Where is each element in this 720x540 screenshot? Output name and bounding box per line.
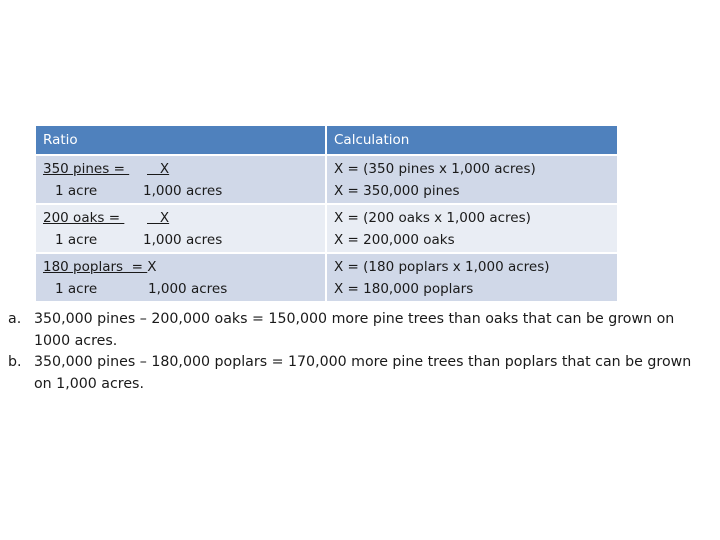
ratio-right-denominator: 1,000 acres	[143, 231, 223, 248]
calculation-result: X = 200,000 oaks	[334, 231, 455, 248]
table-row	[36, 204, 618, 253]
answer-text: 350,000 pines – 180,000 poplars = 170,000 more pine trees than poplars that can be grown on 1,000 acres.	[34, 354, 692, 392]
ratio-cell	[36, 155, 326, 204]
answer-text: 350,000 pines – 200,000 oaks = 150,000 more pine trees than oaks that can be grown on 1000 acres.	[34, 311, 675, 349]
table-row	[36, 253, 618, 301]
ratio-left-denominator: 1 acre	[55, 182, 98, 199]
list-item	[0, 309, 704, 352]
header-calculation: Calculation	[326, 126, 618, 155]
ratio-numerator-line	[43, 158, 325, 180]
list-marker: a.	[8, 311, 22, 327]
ratio-left-denominator: 1 acre	[55, 280, 98, 297]
ratio-left-denominator: 1 acre	[55, 231, 98, 248]
calculation-cell	[326, 204, 618, 253]
ratio-denominator-line	[43, 180, 325, 202]
calculation-cell	[326, 155, 618, 204]
ratio-denominator-line	[43, 229, 325, 251]
ratio-numerator-line	[43, 207, 325, 229]
ratio-numerator-line	[43, 256, 325, 278]
table-row	[36, 155, 618, 204]
header-ratio: Ratio	[36, 126, 326, 155]
ratio-right-denominator: 1,000 acres	[143, 182, 223, 199]
ratio-left-numerator: 350 pines =	[43, 160, 130, 177]
ratio-right-numerator: X	[147, 209, 170, 226]
ratio-right-numerator: X	[147, 258, 157, 275]
list-item	[0, 352, 704, 395]
ratio-calculation-table	[36, 126, 619, 301]
calculation-line: X = (180 poplars x 1,000 acres)	[334, 258, 550, 275]
calculation-result: X = 350,000 pines	[334, 182, 460, 199]
ratio-cell	[36, 204, 326, 253]
calculation-result: X = 180,000 poplars	[334, 280, 474, 297]
table-header-row	[36, 126, 618, 155]
answer-list	[0, 309, 704, 395]
ratio-left-numerator: 180 poplars =	[43, 258, 148, 275]
ratio-right-denominator: 1,000 acres	[148, 280, 228, 297]
ratio-right-numerator: X	[147, 160, 170, 177]
calculation-line: X = (200 oaks x 1,000 acres)	[334, 209, 531, 226]
ratio-denominator-line	[43, 278, 325, 300]
calculation-line: X = (350 pines x 1,000 acres)	[334, 160, 536, 177]
list-marker: b.	[8, 354, 22, 370]
calculation-cell	[326, 253, 618, 301]
ratio-left-numerator: 200 oaks =	[43, 209, 125, 226]
ratio-cell	[36, 253, 326, 301]
